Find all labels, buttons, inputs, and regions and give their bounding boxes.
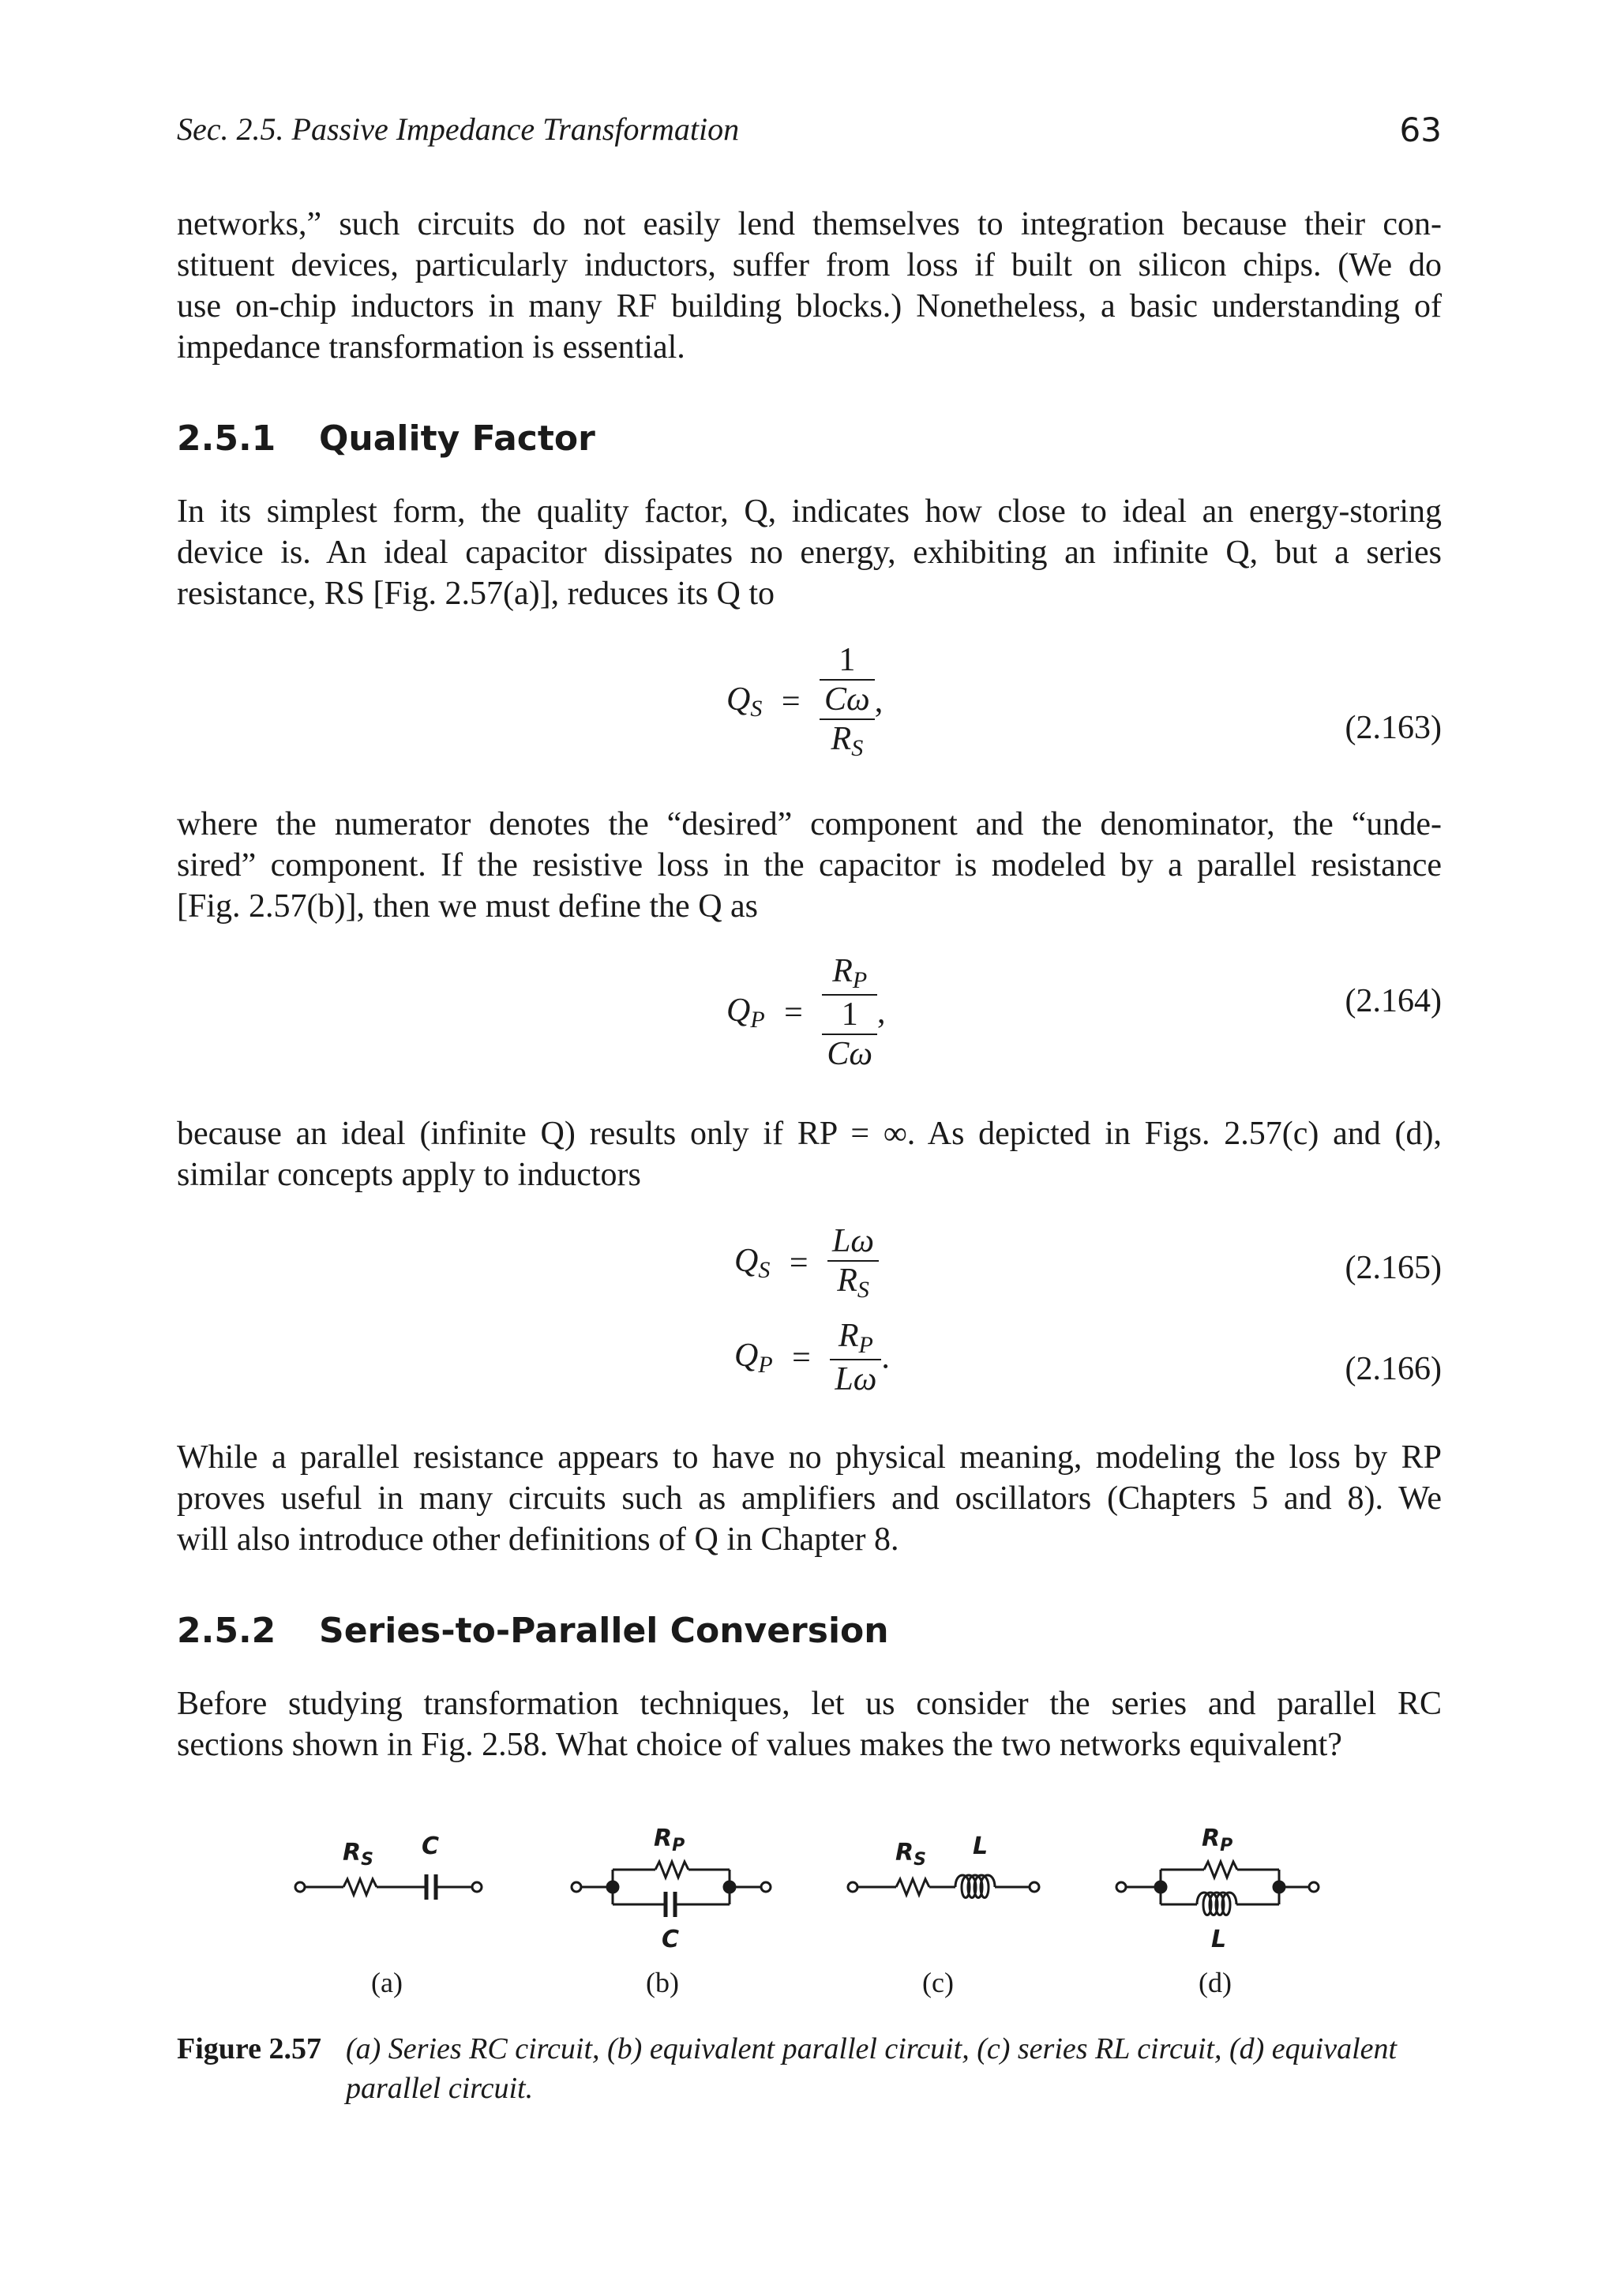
eq-numerator: R — [832, 953, 853, 989]
label-l: L — [973, 1833, 989, 1860]
fraction — [827, 1222, 879, 1304]
eq-numerator-sub: P — [852, 967, 868, 993]
text-line: resistance, RS [Fig. 2.57(a)], reduces its Q to — [177, 576, 775, 612]
text-line: device is. An ideal capacitor dissipates no energy, exhibiting an infinite Q, but a series — [177, 535, 1442, 571]
circuit-parallel-rc — [572, 1825, 771, 1953]
eq-inner-denominator: Cω — [824, 681, 870, 718]
eq-numerator: R — [838, 1318, 859, 1354]
quality-factor-paragraph-1 — [177, 491, 1442, 614]
eq-denominator: Lω — [835, 1361, 877, 1397]
eq-lhs-sub: S — [750, 696, 763, 722]
equation-number: (2.164) — [1345, 983, 1442, 1019]
eq-lhs: Q — [726, 992, 751, 1029]
text-line: networks,” such circuits do not easily lend themselves to integration because their con- — [177, 206, 1442, 242]
inner-fraction — [822, 996, 877, 1073]
text-line: use on-chip inductors in many RF building blocks.) Nonetheless, a basic understanding of — [177, 288, 1442, 325]
text-line: sections shown in Fig. 2.58. What choice of values makes the two networks equivalent? — [177, 1727, 1342, 1763]
eq-lhs: Q — [726, 681, 751, 718]
eq-inner-denominator: Cω — [827, 1036, 873, 1072]
label-c: C — [422, 1833, 440, 1860]
quality-factor-paragraph-4 — [177, 1437, 1442, 1560]
equation-2-163: $Q_S$ = 1 Cω $R_S$ , — [726, 642, 884, 761]
caption-text — [346, 2029, 1443, 2108]
subfigure-label-b: (b) — [646, 1967, 679, 1998]
equation-number: (2.166) — [1345, 1351, 1442, 1387]
label-rp: $R_P$ — [1202, 1825, 1233, 1855]
intro-paragraph — [177, 204, 1442, 368]
equation-2-166: $Q_P$ = $\frac{R_P}{L\omega}$ . — [734, 1318, 890, 1397]
eq-lhs: Q — [734, 1243, 759, 1279]
outer-fraction — [822, 952, 877, 1073]
section-title: Quality Factor — [319, 418, 595, 459]
text-line: Before studying transformation techniques, let us consider the series and parallel RC — [177, 1686, 1442, 1722]
caption-label: Figure 2.57 — [177, 2032, 321, 2065]
equation-number: (2.165) — [1345, 1250, 1442, 1286]
label-l: L — [1211, 1926, 1227, 1953]
inner-fraction — [820, 641, 875, 718]
circuit-series-rl — [848, 1833, 1039, 1898]
outer-fraction — [820, 641, 875, 762]
text-line: impedance transformation is essential. — [177, 329, 685, 366]
subfigure-label-c: (c) — [922, 1967, 954, 1998]
section-title: Series-to-Parallel Conversion — [319, 1611, 889, 1651]
circuit-parallel-rl — [1116, 1825, 1319, 1953]
eq-lhs-sub: P — [758, 1352, 773, 1378]
text-line: because an ideal (infinite Q) results only if RP = ∞. As depicted in Figs. 2.57(c) and (d), — [177, 1116, 1442, 1152]
label-rp: $R_P$ — [654, 1825, 685, 1855]
equation-number: (2.163) — [1345, 710, 1442, 746]
text-line: stituent devices, particularly inductors, suffer from loss if built on silicon chips. (We do — [177, 247, 1442, 283]
text-line: where the numerator denotes the “desired” component and the denominator, the “unde- — [177, 806, 1442, 842]
eq-denominator: R — [831, 721, 852, 757]
label-rs: $R_S$ — [895, 1839, 926, 1870]
subfigure-label-d: (d) — [1199, 1967, 1232, 1998]
caption-line: parallel circuit. — [346, 2072, 534, 2105]
equation-2-164: $Q_P$ = $R_P$ 1 Cω , — [726, 953, 886, 1072]
subfigure-label-a: (a) — [371, 1967, 403, 1998]
section-number: 2.5.2 — [177, 1611, 276, 1651]
text-line: In its simplest form, the quality factor, Q, indicates how close to ideal an energy-storing — [177, 493, 1442, 530]
quality-factor-paragraph-2 — [177, 804, 1442, 927]
eq-numerator: Lω — [832, 1223, 875, 1259]
section-heading-quality-factor — [177, 418, 595, 459]
circuit-series-rc — [295, 1833, 482, 1900]
text-line: similar concepts apply to inductors — [177, 1157, 641, 1193]
fraction — [830, 1317, 881, 1398]
text-line: [Fig. 2.57(b)], then we must define the Q as — [177, 888, 759, 925]
running-head: Sec. 2.5. Passive Impedance Transformation — [177, 111, 740, 147]
page-number: 63 — [1399, 111, 1442, 149]
text-line: sired” component. If the resistive loss in the capacitor is modeled by a parallel resistance — [177, 847, 1442, 884]
eq-numerator: 1 — [839, 642, 856, 678]
equation-2-165: $Q_S$ = $\frac{L\omega}{R_S}$ — [734, 1222, 879, 1304]
eq-lhs: Q — [734, 1337, 759, 1374]
quality-factor-paragraph-3 — [177, 1113, 1442, 1195]
eq-denominator-sub: S — [851, 735, 864, 761]
label-c: C — [662, 1926, 680, 1953]
text-line: While a parallel resistance appears to have no physical meaning, modeling the loss by RP — [177, 1439, 1442, 1476]
caption-line: (a) Series RC circuit, (b) equivalent parallel circuit, (c) series RL circuit, (d) equivalent — [346, 2032, 1398, 2065]
label-rs: $R_S$ — [343, 1839, 373, 1870]
section-number: 2.5.1 — [177, 418, 276, 459]
eq-lhs-sub: S — [758, 1257, 771, 1283]
eq-denominator: R — [837, 1262, 857, 1299]
text-line: proves useful in many circuits such as amplifiers and oscillators (Chapters 5 and 8). We — [177, 1480, 1442, 1517]
eq-numerator-sub: P — [858, 1332, 873, 1358]
section-heading-series-to-parallel — [177, 1611, 889, 1651]
series-parallel-paragraph — [177, 1683, 1442, 1765]
eq-denominator-sub: S — [857, 1277, 869, 1303]
eq-lhs-sub: P — [750, 1007, 765, 1033]
text-line: will also introduce other definitions of Q in Chapter 8. — [177, 1521, 899, 1558]
eq-inner-numerator: 1 — [841, 996, 858, 1033]
